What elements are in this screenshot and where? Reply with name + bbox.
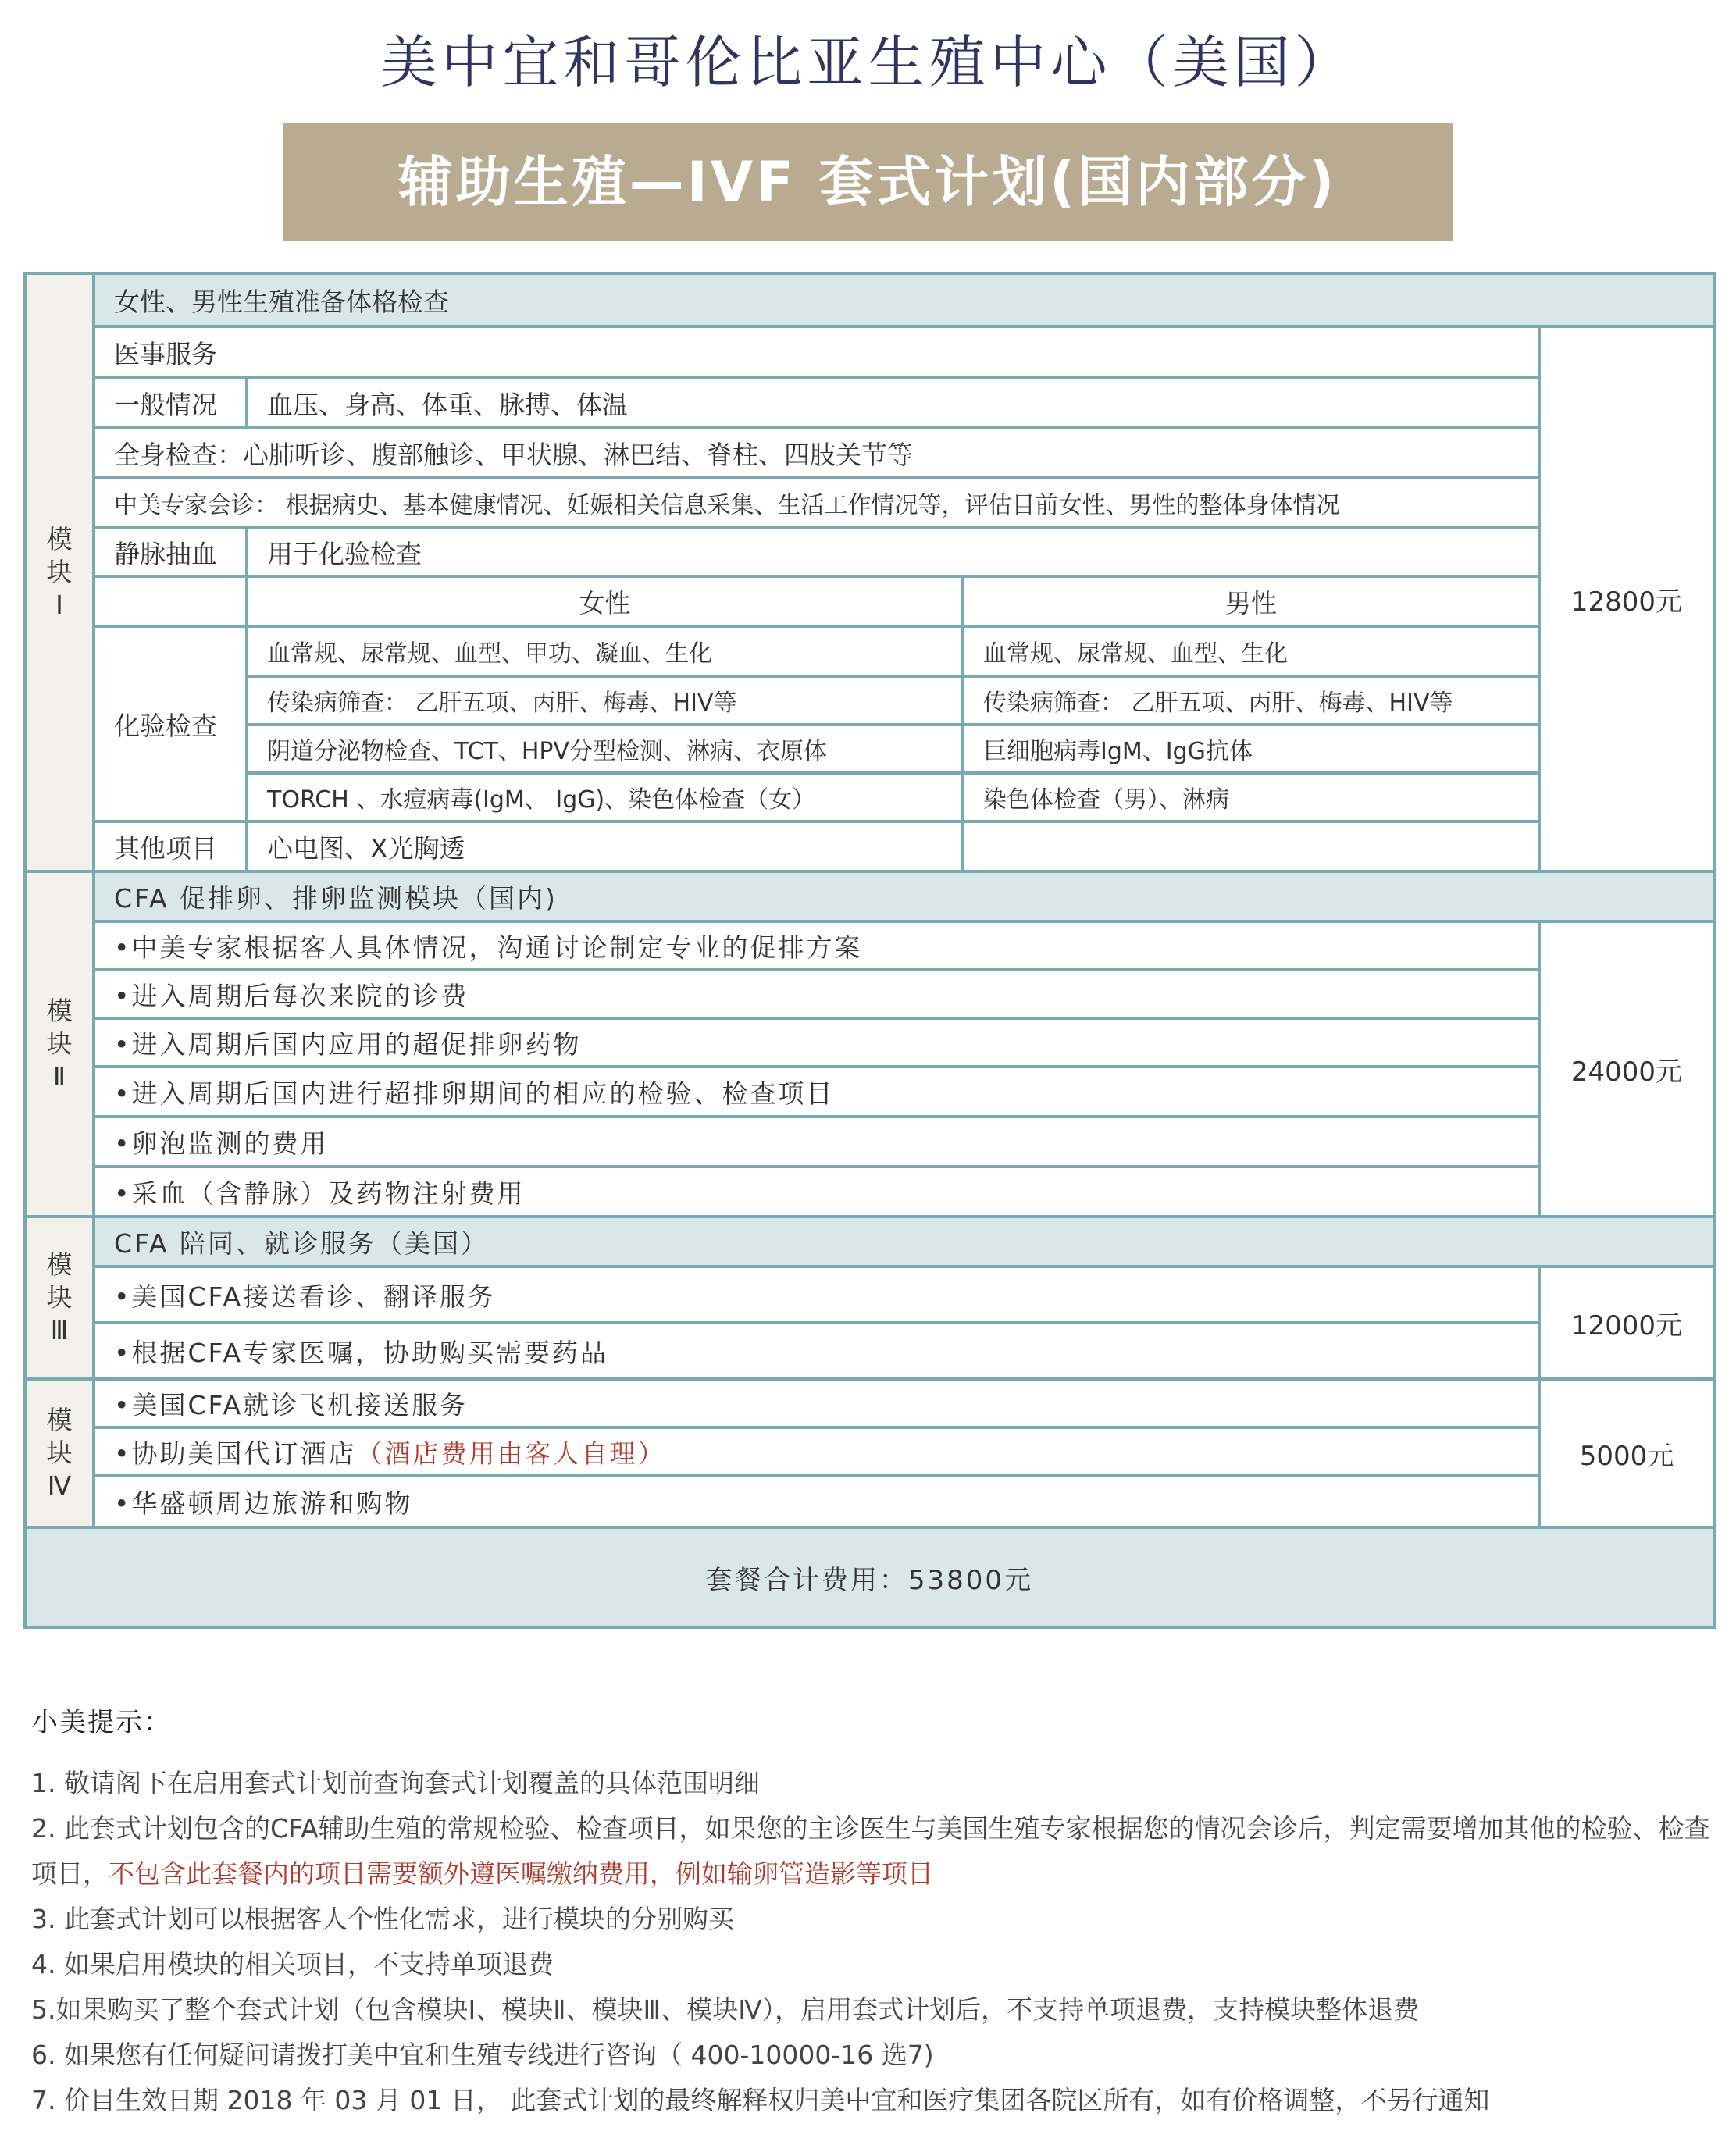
lab-male-cell: 传染病筛查： 乙肝五项、丙肝、梅毒、HIV等 (963, 676, 1539, 725)
note-item: 5.如果购买了整个套式计划（包含模块Ⅰ、模块Ⅱ、模块Ⅲ、模块Ⅳ），启用套式计划后，不支持单项退费，支持模块整体退费 (31, 1994, 1420, 2025)
list-item: •根据CFA专家医嘱，协助购买需要药品 (94, 1323, 1539, 1379)
page-title: 美中宜和哥伦比亚生殖中心（美国） (380, 30, 1356, 95)
plan-table (23, 272, 1713, 1629)
table-row (25, 970, 1714, 1018)
table-row (25, 1117, 1714, 1167)
total-cost: 套餐合计费用：53800元 (25, 1527, 1714, 1627)
note-item (31, 1806, 1710, 1897)
table-row (25, 676, 1714, 725)
table-row (25, 725, 1714, 773)
module3-label (25, 1217, 94, 1379)
table-row (25, 1323, 1714, 1379)
module3-header: CFA 陪同、就诊服务（美国） (94, 1217, 1714, 1267)
table-row (25, 378, 1714, 428)
note-item: 7. 价目生效日期 2018 年 03 月 01 日， 此套式计划的最终解释权归美中宜和医疗集团各院区所有，如有价格调整，不另行通知 (31, 2085, 1490, 2115)
module4-label-text: 模块Ⅳ (46, 1405, 73, 1501)
module3-price: 12000元 (1539, 1267, 1714, 1379)
module1-header: 女性、男性生殖准备体格检查 (94, 273, 1714, 326)
full-exam-cell: 全身检查：心肺听诊、腹部触诊、甲状腺、淋巴结、脊柱、四肢关节等 (94, 428, 1539, 478)
list-item: •美国CFA就诊飞机接送服务 (94, 1379, 1539, 1427)
general-label: 一般情况 (94, 378, 247, 428)
medical-service-cell: 医事服务 (94, 326, 1539, 378)
blood-value: 用于化验检查 (247, 528, 1539, 576)
module4-label (25, 1379, 94, 1527)
module2-header-row (25, 871, 1714, 921)
table-row (25, 821, 1714, 871)
list-item: •采血（含静脉）及药物注射费用 (94, 1167, 1539, 1217)
list-item (94, 1427, 1539, 1476)
lab-female-cell: 阴道分泌物检查、TCT、HPV分型检测、淋病、衣原体 (247, 725, 963, 773)
plan-banner: 辅助生殖—IVF 套式计划(国内部分) (283, 123, 1453, 241)
module2-price: 24000元 (1539, 921, 1714, 1217)
list-item: •进入周期后国内应用的超促排卵药物 (94, 1018, 1539, 1067)
notes-title: 小美提示： (31, 1707, 172, 1738)
table-row (25, 1018, 1714, 1067)
module1-label (25, 273, 94, 871)
table-row (25, 326, 1714, 378)
table-row (25, 428, 1714, 478)
list-item: •进入周期后每次来院的诊费 (94, 970, 1539, 1018)
notes-section (31, 1701, 1710, 2123)
table-row (25, 1267, 1714, 1323)
lab-male-cell: 血常规、尿常规、血型、生化 (963, 626, 1539, 676)
table-row (25, 1476, 1714, 1527)
list-item: •华盛顿周边旅游和购物 (94, 1476, 1539, 1527)
lab-label: 化验检查 (94, 626, 247, 821)
note-item: 3. 此套式计划可以根据客人个性化需求，进行模块的分别购买 (31, 1904, 734, 1934)
hotel-item-text: •协助美国代订酒店 (114, 1438, 357, 1469)
other-value: 心电图、X光胸透 (247, 821, 963, 871)
module2-header: CFA 促排卵、排卵监测模块（国内) (94, 871, 1714, 921)
note-item: 6. 如果您有任何疑问请拨打美中宜和生殖专线进行咨询（ 400-10000-16 选7) (31, 2040, 934, 2070)
empty-cell (94, 576, 247, 626)
table-row (25, 1427, 1714, 1476)
lab-male-cell: 染色体检查（男）、淋病 (963, 773, 1539, 821)
total-row (25, 1527, 1714, 1627)
lab-male-cell: 巨细胞病毒IgM、IgG抗体 (963, 725, 1539, 773)
lab-female-cell: 血常规、尿常规、血型、甲功、凝血、生化 (247, 626, 963, 676)
module2-label-text: 模块Ⅱ (46, 996, 73, 1092)
module1-label-text: 模块Ⅰ (46, 524, 73, 620)
note-item: 1. 敬请阁下在启用套式计划前查询套式计划覆盖的具体范围明细 (31, 1768, 760, 1798)
male-header: 男性 (963, 576, 1539, 626)
blood-label: 静脉抽血 (94, 528, 247, 576)
list-item: •中美专家根据客人具体情况，沟通讨论制定专业的促排方案 (94, 921, 1539, 970)
module3-header-row (25, 1217, 1714, 1267)
list-item: •美国CFA接送看诊、翻译服务 (94, 1267, 1539, 1323)
module4-price: 5000元 (1539, 1379, 1714, 1527)
table-row (25, 576, 1714, 626)
module1-price: 12800元 (1539, 326, 1714, 871)
lab-female-cell: TORCH 、水痘病毒(IgM、 IgG)、染色体检查（女） (247, 773, 963, 821)
table-row (25, 1067, 1714, 1117)
module1-header-row (25, 273, 1714, 326)
empty-cell (963, 821, 1539, 871)
lab-female-cell: 传染病筛查： 乙肝五项、丙肝、梅毒、HIV等 (247, 676, 963, 725)
table-row (25, 921, 1714, 970)
table-row (25, 626, 1714, 676)
table-row (25, 478, 1714, 528)
table-row (25, 528, 1714, 576)
general-value: 血压、身高、体重、脉搏、体温 (247, 378, 1539, 428)
note-warning-text: 不包含此套餐内的项目需要额外遵医嘱缴纳费用，例如输卵管造影等项目 (109, 1858, 933, 1889)
module2-label (25, 871, 94, 1217)
hotel-fee-note: （酒店费用由客人自理） (356, 1438, 666, 1469)
table-row (25, 1379, 1714, 1427)
note-text: 2. 此套式计划包含的CFA辅助生殖的常规检验、检查项目，如果您的主诊医生与美国生殖专家根据您的情况会诊后，判定需要增加其他的检验、检查项目， (31, 1813, 1710, 1889)
table-row (25, 773, 1714, 821)
note-item: 4. 如果启用模块的相关项目，不支持单项退费 (31, 1949, 554, 1979)
list-item: •进入周期后国内进行超排卵期间的相应的检验、检查项目 (94, 1067, 1539, 1117)
table-row (25, 1167, 1714, 1217)
list-item: •卵泡监测的费用 (94, 1117, 1539, 1167)
female-header: 女性 (247, 576, 963, 626)
consult-cell: 中美专家会诊： 根据病史、基本健康情况、妊娠相关信息采集、生活工作情况等，评估目前女性、男性的整体身体情况 (94, 478, 1539, 528)
other-label: 其他项目 (94, 821, 247, 871)
module3-label-text: 模块Ⅲ (46, 1249, 73, 1345)
